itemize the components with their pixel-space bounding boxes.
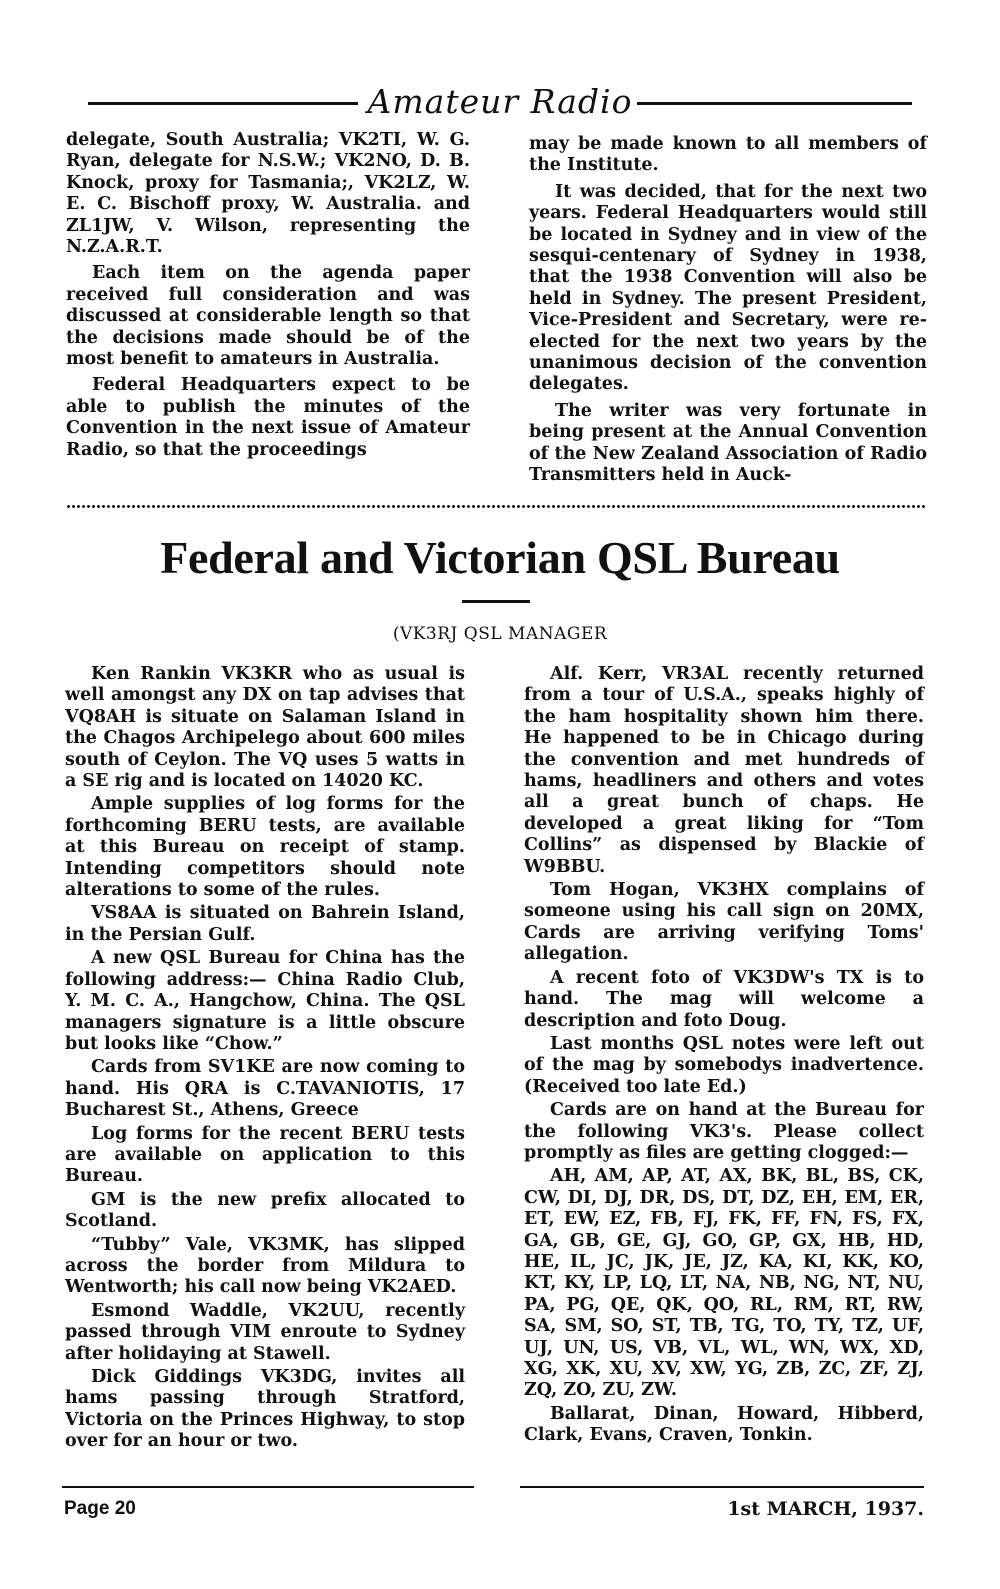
header-rule-right (637, 102, 912, 105)
paragraph: Ken Rankin VK3KR who as usual is well amongst any DX on tap advises that VQ8AH is situate on Salaman Island in the Chagos Archipelego about 600 miles south of Ceylon. The VQ uses 5 watts in a SE rig and is located on 14020 KC. (65, 664, 465, 792)
top-right-column (529, 134, 927, 492)
paragraph: delegate, South Australia; VK2TI, W. G. Ryan, delegate for N.S.W.; VK2NO, D. B. Knock, proxy for Tasmania;, VK2LZ, W. E. C. Bischoff proxy, W. Australia. and ZL1JW, V. Wilson, representing the N.Z.A.R.T. (66, 130, 470, 258)
paragraph: Ballarat, Dinan, Howard, Hibberd, Clark, Evans, Craven, Tonkin. (524, 1403, 924, 1446)
footer-rule-left (62, 1486, 474, 1488)
paragraph: Each item on the agenda paper received full consideration and was discussed at considerable length so that the decisions made should be of the most benefit to amateurs in Australia. (66, 263, 470, 370)
article-title: Federal and Victorian QSL Bureau (160, 532, 840, 583)
paragraph: Cards from SV1KE are now coming to hand. His QRA is C.TAVANIOTIS, 17 Bucharest St., Athens, Greece (65, 1057, 465, 1121)
paragraph: may be made known to all members of the Institute. (529, 134, 927, 176)
dotted-divider (66, 503, 926, 510)
paragraph: “Tubby” Vale, VK3MK, has slipped across the border from Mildura to Wentworth; his call now being VK2AED. (65, 1234, 465, 1298)
paragraph: Federal Headquarters expect to be able to publish the minutes of the Convention in the next issue of Amateur Radio, so that the proceedings (66, 375, 470, 460)
footer-rule-right (520, 1486, 924, 1488)
paragraph: Cards are on hand at the Bureau for the following VK3's. Please collect promptly as files are getting clogged:— (524, 1100, 924, 1163)
header-rule-left (88, 102, 358, 105)
callsign-list: AH, AM, AP, AT, AX, BK, BL, BS, CK, CW, DI, DJ, DR, DS, DT, DZ, EH, EM, ER, ET, EW, EZ, FB, FJ, FK, FF, FN, FS, FX, GA, GB, GE, GJ, GO, GP, GX, HB, HD, HE, IL, JC, JK, JE, JZ, KA, KI, KK, KO, KT, KY, LP, LQ, LT, NA, NB, NG, NT, NU, PA, PG, QE, QK, QO, RL, RM, RT, RW, SA, SM, SO, ST, TB, TG, TO, TY, TZ, UF, UJ, UN, US, VB, VL, WL, WN, WX, XD, XG, XK, XU, XV, XW, YG, ZB, ZC, ZF, ZJ, ZQ, ZO, ZU, ZW. (524, 1166, 924, 1401)
page-header (88, 82, 912, 126)
paragraph: Log forms for the recent BERU tests are available on application to this Bureau. (65, 1123, 465, 1187)
paragraph: A recent foto of VK3DW's TX is to hand. The mag will welcome a description and foto Doug. (524, 967, 924, 1031)
paragraph: Ample supplies of log forms for the forthcoming BERU tests, are available at this Bureau on receipt of stamp. Intending competitors should note alterations to some of the rules. (65, 794, 465, 901)
top-left-column (66, 130, 470, 466)
paragraph: The writer was very fortunate in being present at the Annual Convention of the New Zealand Association of Radio Transmitters held in Auck- (529, 400, 927, 486)
issue-date: 1st MARCH, 1937. (727, 1498, 924, 1520)
paragraph: Tom Hogan, VK3HX complains of someone using his call sign on 20MX, Cards are arriving verifying Toms' allegation. (524, 880, 924, 965)
article-subtitle: (VK3RJ QSL MANAGER (392, 624, 608, 644)
paragraph: GM is the new prefix allocated to Scotland. (65, 1189, 465, 1232)
bottom-left-column (65, 664, 465, 1455)
title-rule (462, 600, 530, 603)
paragraph: A new QSL Bureau for China has the following address:— China Radio Club, Y. M. C. A., Hangchow, China. The QSL managers signature is a little obscure but looks like “Chow.” (65, 948, 465, 1054)
bottom-right-column (524, 664, 924, 1449)
paragraph: Dick Giddings VK3DG, invites all hams passing through Stratford, Victoria on the Princes Highway, to stop over for an hour or two. (65, 1367, 465, 1452)
paragraph: VS8AA is situated on Bahrein Island, in the Persian Gulf. (65, 903, 465, 945)
paragraph: It was decided, that for the next two years. Federal Headquarters would still be located in Sydney and in view of the sesqui-centenary of Sydney in 1938, that the 1938 Convention will also be held in Sydney. The present President, Vice-President and Secretary, were re-elected for the next two years by the unanimous decision of the convention delegates. (529, 181, 927, 395)
paragraph: Alf. Kerr, VR3AL recently returned from a tour of U.S.A., speaks highly of the ham hospitality shown him there. He happened to be in Chicago during the convention and met hundreds of hams, headliners and others and votes all a great bunch of chaps. He developed a great liking for “Tom Collins” as dispensed by Blackie of W9BBU. (524, 664, 924, 877)
masthead: Amateur Radio (367, 82, 633, 121)
page-number: Page 20 (64, 1498, 136, 1519)
paragraph: Esmond Waddle, VK2UU, recently passed through VIM enroute to Sydney after holidaying at Stawell. (65, 1300, 465, 1364)
paragraph: Last months QSL notes were left out of the mag by somebodys inadvertence. (Received too late Ed.) (524, 1033, 924, 1097)
